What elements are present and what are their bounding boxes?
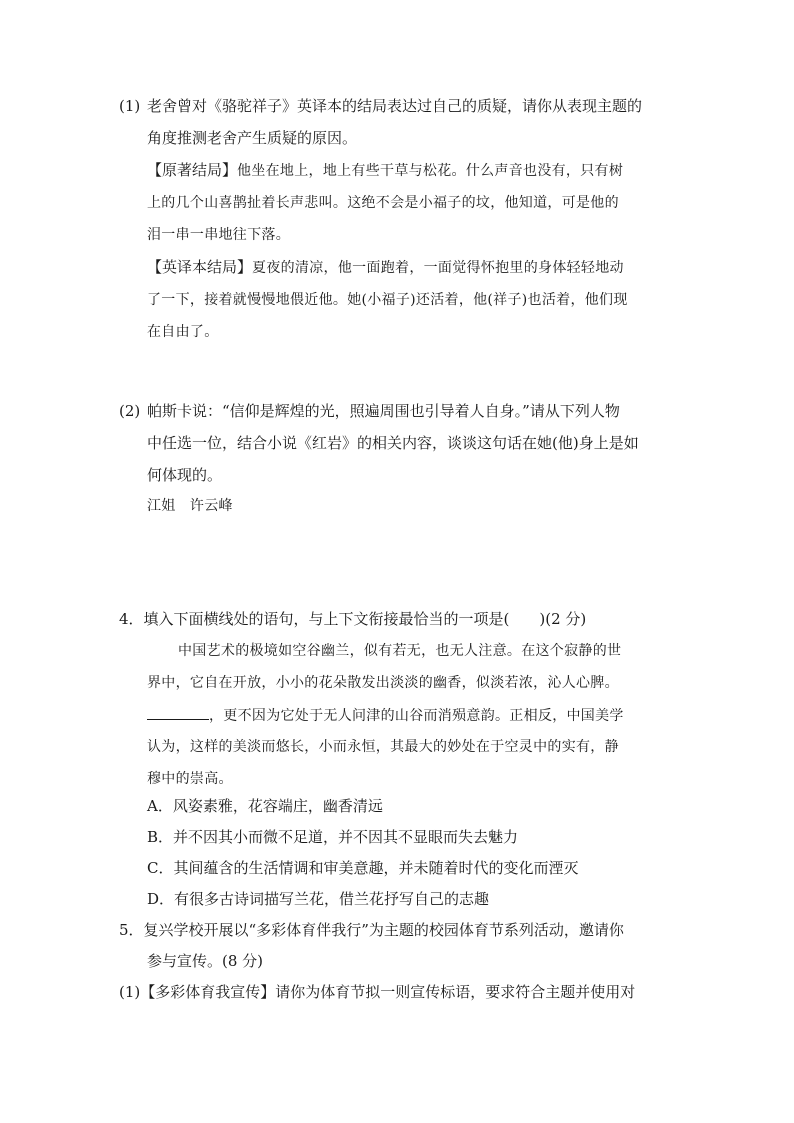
excerpt-text: 泪一串一串地往下落。 [147,227,290,243]
question-number: (1) [119,97,141,115]
character-names: 江姐 许云峰 [147,498,233,514]
question-text: 老舍曾对《骆驼祥子》英译本的结局表达过自己的质疑，请你从表现主题的 [147,97,643,115]
question-stem: 4．填入下面横线处的语句，与上下文衔接最恰当的一项是( )(2 分) [119,610,587,628]
excerpt-text: 夏夜的清凉，他一面跑着，一面觉得怀抱里的身体轻轻地动 [252,260,624,276]
option-d: D．有很多古诗词描写兰花，借兰花抒写自己的志趣 [147,890,490,908]
excerpt-text: 了一下，接着就慢慢地偎近他。她(小福子)还活着，他(祥子)也活着，他们现 [147,292,628,308]
excerpt-text: 在自由了。 [147,324,219,340]
excerpt-tag: 【英译本结局】 [147,258,253,276]
excerpt-english [147,257,624,278]
option-b: B．并不因其小而微不足道，并不因其不显眼而失去魅力 [147,828,519,846]
passage-text: 界中，它自在开放，小小的花朵散发出淡淡的幽香，似淡若浓，沁人心脾。 [147,675,619,691]
passage-text: 穆中的崇高。 [147,771,233,787]
fill-blank [147,705,209,720]
question-stem: 参与宣传。(8 分) [147,952,264,970]
question-stem: 5．复兴学校开展以“多彩体育伴我行”为主题的校园体育节系列活动，邀请你 [119,921,624,939]
question-number: (2) [119,402,141,420]
option-c: C．其间蕴含的生活情调和审美意趣，并未随着时代的变化而湮灭 [147,859,579,877]
passage-text: 认为，这样的美淡而悠长，小而永恒，其最大的妙处在于空灵中的实有，静 [147,739,619,755]
question-text: 角度推测老舍产生质疑的原因。 [147,129,358,147]
passage-text: ，更不因为它处于无人问津的山谷而消殒意韵。正相反，中国美学 [147,705,624,726]
passage-text: 中国艺术的极境如空谷幽兰，似有若无，也无人注意。在这个寂静的世 [178,643,622,659]
question-text: 帕斯卡说：“信仰是辉煌的光，照遍周围也引导着人自身。”请从下列人物 [147,402,620,420]
option-a: A．风姿素雅，花容端庄，幽香清远 [147,797,383,815]
excerpt-tag: 【原著结局】 [147,161,238,179]
excerpt-text: 上的几个山喜鹊扯着长声悲叫。这绝不会是小福子的坟，他知道，可是他的 [147,195,619,211]
question-text: 中任选一位，结合小说《红岩》的相关内容，谈谈这句话在她(他)身上是如 [147,434,639,452]
excerpt-text: 他坐在地上，地上有些干草与松花。什么声音也没有，只有树 [237,163,624,179]
question-text: 何体现的。 [147,466,223,484]
excerpt-original [147,160,623,181]
sub-question: (1)【多彩体育我宣传】请你为体育节拟一则宣传标语，要求符合主题并使用对 [119,983,636,1001]
